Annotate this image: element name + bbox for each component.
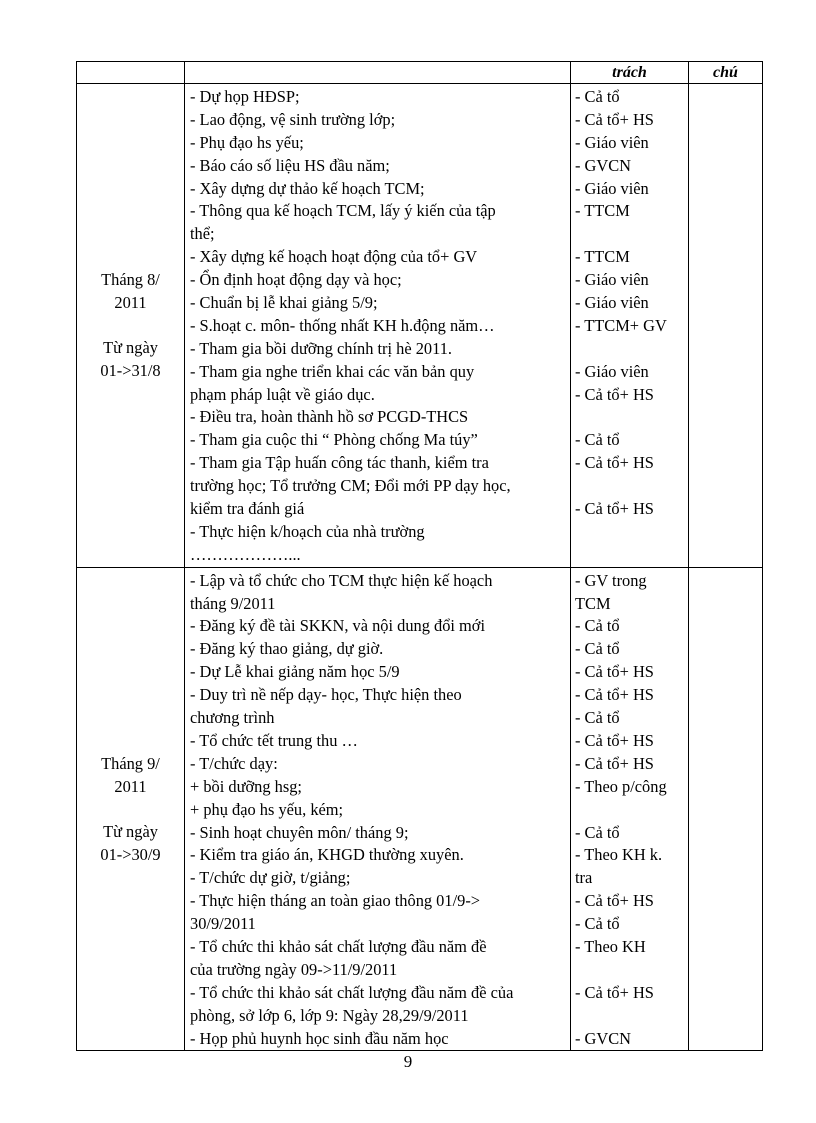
task-line: - Xây dựng kế hoạch hoạt động của tổ+ GV (190, 247, 478, 267)
note-cell (689, 567, 763, 1051)
table-header-row (77, 62, 763, 84)
task-line: - Điều tra, hoàn thành hồ sơ PCGD-THCS (190, 407, 469, 427)
responsible-line: - Theo p/công (575, 776, 667, 796)
responsible-cell (571, 84, 689, 568)
month-label: Tháng 9/ (101, 754, 160, 774)
responsible-line: - Cả tổ+ HS (575, 499, 654, 519)
responsible-line (571, 959, 688, 982)
responsible-line: - Theo KH k. (575, 845, 663, 865)
month-cell (77, 84, 185, 568)
task-line: chương trình (190, 708, 275, 728)
responsible-line: - Cả tổ+ HS (575, 384, 654, 404)
task-line: - T/chức dạy: (190, 753, 278, 773)
header-content (185, 62, 571, 84)
task-line: - Dự Lễ khai giảng năm học 5/9 (190, 662, 400, 682)
responsible-line: - TTCM (575, 201, 630, 221)
task-line: - Kiểm tra giáo án, KHGD thường xuyên. (190, 845, 464, 865)
task-line: - Tham gia cuộc thi “ Phòng chống Ma túy” (190, 430, 478, 450)
responsible-line: - GVCN (575, 155, 631, 175)
responsible-line (571, 799, 688, 822)
note-cell (689, 84, 763, 568)
task-line: - Đăng ký đề tài SKKN, và nội dung đổi mới (190, 616, 486, 636)
task-line: - Xây dựng dự thảo kế hoạch TCM; (190, 178, 425, 198)
task-line: - S.hoạt c. môn- thống nhất KH h.động năm… (190, 315, 495, 335)
responsible-line: - Cả tổ+ HS (575, 685, 654, 705)
responsible-line (571, 338, 688, 361)
range-label: Từ ngày (103, 338, 158, 358)
task-line: - Báo cáo số liệu HS đầu năm; (190, 155, 390, 175)
task-line: - Dự họp HĐSP; (190, 87, 300, 106)
responsible-line: - Cả tổ (575, 87, 620, 106)
task-line: trường học; Tổ trưởng CM; Đổi mới PP dạy học, (190, 476, 511, 496)
task-line: 30/9/2011 (190, 914, 256, 934)
header-time (77, 62, 185, 84)
task-line: của trường ngày 09->11/9/2011 (190, 959, 398, 979)
task-line: - Lập và tổ chức cho TCM thực hiện kế hoạch (190, 570, 493, 590)
header-responsible: trách (571, 62, 689, 84)
task-line: phòng, sở lớp 6, lớp 9: Ngày 28,29/9/2011 (190, 1005, 469, 1025)
page-number: 9 (403, 1052, 413, 1071)
task-line: thể; (190, 224, 215, 244)
task-line: - Thực hiện tháng an toàn giao thông 01/9-> (190, 891, 481, 911)
responsible-line: - Giáo viên (575, 361, 649, 381)
plan-table (76, 61, 763, 1051)
responsible-line: - Cả tổ+ HS (575, 730, 654, 750)
responsible-line (571, 223, 688, 246)
table-row-month-9 (77, 567, 763, 1051)
responsible-line: - Cả tổ (575, 430, 620, 450)
task-line: - Tổ chức thi khảo sát chất lượng đầu năm đề của (190, 982, 514, 1002)
task-line: - Tham gia bồi dưỡng chính trị hè 2011. (190, 338, 453, 358)
responsible-line: - Theo KH (575, 936, 646, 956)
responsible-line: - Cả tổ+ HS (575, 109, 654, 129)
responsible-line: - Cả tổ+ HS (575, 453, 654, 473)
responsible-line: TCM (575, 593, 611, 613)
responsible-line: - TTCM+ GV (575, 315, 667, 335)
task-line: + phụ đạo hs yếu, kém; (190, 799, 344, 819)
responsible-line: - GV trong (575, 570, 647, 590)
task-line: - Tổ chức thi khảo sát chất lượng đầu năm đề (190, 936, 487, 956)
responsible-line: - Giáo viên (575, 293, 649, 313)
task-line: - Họp phủ huynh học sinh đầu năm học (190, 1028, 449, 1048)
month-year: 2011 (114, 777, 147, 797)
month-cell (77, 567, 185, 1051)
task-line: kiểm tra đánh giá (190, 499, 305, 519)
task-line: - Thực hiện k/hoạch của nhà trường (190, 521, 425, 541)
task-line: - Duy trì nề nếp dạy- học, Thực hiện theo (190, 685, 462, 705)
task-line: - T/chức dự giờ, t/giảng; (190, 868, 351, 888)
responsible-line: - Cả tổ (575, 914, 620, 934)
task-line: - Tham gia Tập huấn công tác thanh, kiểm tra (190, 453, 489, 473)
tasks-cell (185, 567, 571, 1051)
responsible-line: - Giáo viên (575, 132, 649, 152)
tasks-cell (185, 84, 571, 568)
task-line: - Thông qua kế hoạch TCM, lấy ý kiến của tập (190, 201, 496, 221)
responsible-line: - Giáo viên (575, 178, 649, 198)
month-year: 2011 (114, 293, 147, 313)
responsible-line: - Cả tổ (575, 639, 620, 659)
table-row-month-8 (77, 84, 763, 568)
responsible-line: - TTCM (575, 247, 630, 267)
responsible-line: - Cả tổ+ HS (575, 891, 654, 911)
task-line: - Tham gia nghe triển khai các văn bản quy (190, 361, 475, 381)
responsible-line: - Cả tổ+ HS (575, 753, 654, 773)
date-range: 01->31/8 (100, 361, 161, 381)
task-line: - Ổn định hoạt động dạy và học; (190, 270, 402, 290)
header-note: chú (689, 62, 763, 84)
responsible-line: - Cả tổ+ HS (575, 662, 654, 682)
responsible-line (571, 475, 688, 498)
responsible-line: tra (575, 868, 593, 888)
task-line: phạm pháp luật về giáo dục. (190, 384, 375, 404)
task-line: - Sinh hoạt chuyên môn/ tháng 9; (190, 822, 409, 842)
responsible-line: - GVCN (575, 1028, 631, 1048)
task-line: - Lao động, vệ sinh trường lớp; (190, 109, 396, 129)
responsible-line (571, 406, 688, 429)
month-label: Tháng 8/ (101, 270, 160, 290)
task-line: ………………... (190, 544, 301, 564)
responsible-line: - Cả tổ (575, 708, 620, 728)
task-line: - Chuẩn bị lễ khai giảng 5/9; (190, 293, 378, 313)
responsible-line: - Giáo viên (575, 270, 649, 290)
task-line: - Tổ chức tết trung thu … (190, 730, 358, 750)
responsible-line: - Cả tổ+ HS (575, 982, 654, 1002)
responsible-line: - Cả tổ (575, 616, 620, 636)
task-line: tháng 9/2011 (190, 593, 276, 613)
task-line: - Đăng ký thao giảng, dự giờ. (190, 639, 384, 659)
responsible-line (571, 1005, 688, 1028)
date-range: 01->30/9 (100, 845, 161, 865)
range-label: Từ ngày (103, 822, 158, 842)
responsible-line: - Cả tổ (575, 822, 620, 842)
responsible-cell (571, 567, 689, 1051)
task-line: - Phụ đạo hs yếu; (190, 132, 304, 152)
task-line: + bồi dưỡng hsg; (190, 776, 302, 796)
